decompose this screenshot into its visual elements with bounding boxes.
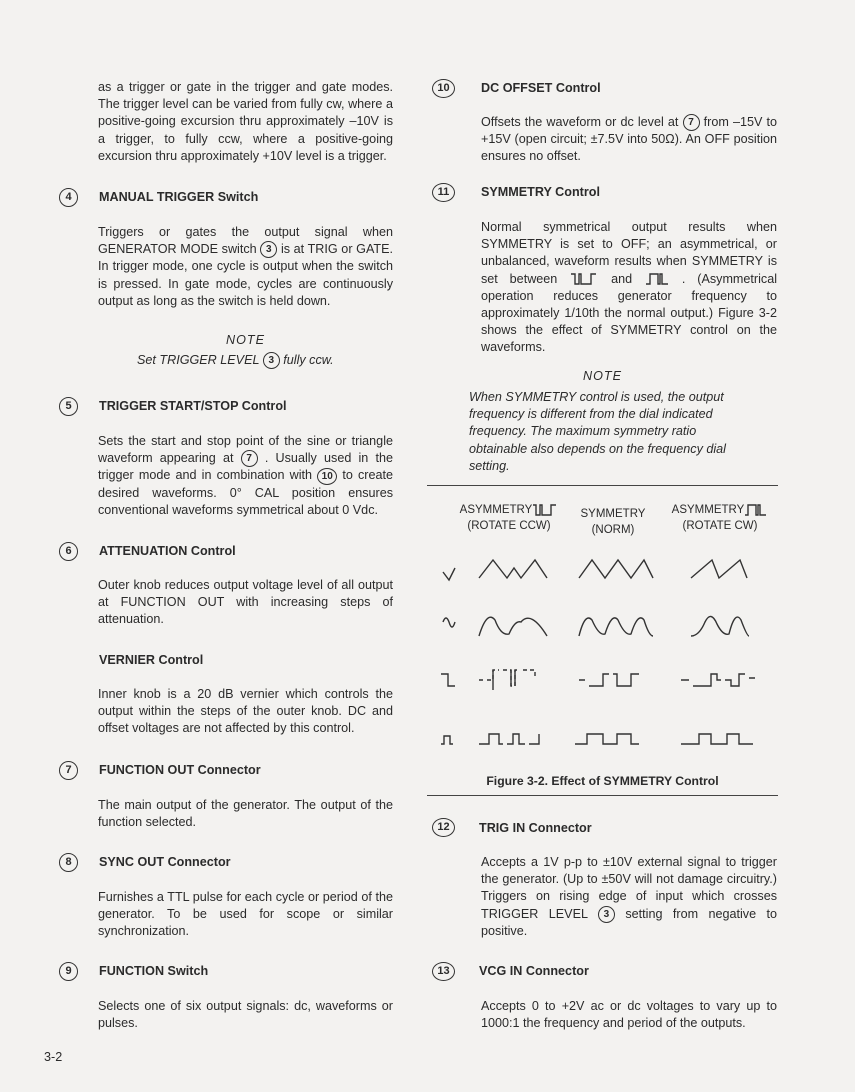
- figure-top-rule: [427, 485, 778, 486]
- vcg-in-body: Accepts 0 to +2V ac or dc voltages to vary up to 1000:1 the frequency and period of the outputs.: [481, 999, 777, 1031]
- callout-4-icon: 4: [59, 188, 78, 207]
- vernier-body: Inner knob is a 20 dB vernier which controls the output within the steps of the outer knob. DC and offset voltages are not affected by this control.: [98, 687, 393, 736]
- figure-col-ccw-header: ASYMMETRY (ROTATE CCW): [434, 502, 584, 534]
- vernier-heading: VERNIER Control: [99, 653, 204, 667]
- manual-trigger-heading: MANUAL TRIGGER Switch: [99, 190, 259, 204]
- square-symbol-icon: [441, 674, 455, 686]
- trigger-start-stop-body: Sets the start and stop point of the sine or triangle waveform appearing at 7 . Usually used in the trigger mode and in combination with 10 to create desired waveforms. 0° CAL position ensures conventional waveforms symmetrical about 0 Vdc.: [98, 434, 394, 517]
- ref-7-icon: 7: [241, 450, 258, 467]
- sine-norm-wave: [579, 618, 653, 636]
- trig-in-body: Accepts a 1V p-p to ±10V external signal to trigger the generator. (Up to ±50V will not damage circuitry.) Triggers on rising edge of input which crosses TRIGGER LEVEL 3 setting from negative to positive.: [481, 855, 778, 938]
- note-title-left: NOTE: [226, 333, 265, 347]
- figure-col-norm-header: SYMMETRY (NORM): [580, 508, 646, 536]
- symmetry-body: Normal symmetrical output results when SYMMETRY is set to OFF; an asymmetrical, or unbalanced, waveform results when SYMMETRY is set between and . (Asymmetrical operation reduces generator frequency to approximately 1/10th the normal output.) Figure 3-2 shows the effect of SYMMETRY control on the waveforms.: [481, 220, 778, 355]
- callout-6-icon: 6: [59, 542, 78, 561]
- callout-10-icon: 10: [432, 79, 455, 98]
- asym-ccw-symbol-icon: [569, 272, 599, 286]
- triangle-ccw-wave: [479, 560, 547, 578]
- ref-3-icon: 3: [260, 241, 277, 258]
- page-number: 3-2: [44, 1050, 63, 1064]
- ref-7-icon: 7: [683, 114, 700, 131]
- pulse-cw-wave: [681, 734, 753, 744]
- square-ccw-wave: [479, 670, 535, 686]
- figure-caption: Figure 3-2. Effect of SYMMETRY Control: [486, 774, 719, 788]
- asym-cw-symbol-icon: [644, 272, 670, 286]
- square-cw-wave: [681, 674, 755, 686]
- square-ccw-wave-solid: [493, 670, 515, 690]
- callout-13-icon: 13: [432, 962, 455, 981]
- note-body-left: Set TRIGGER LEVEL 3 fully ccw.: [137, 352, 397, 369]
- pulse-ccw-wave: [479, 734, 539, 744]
- pulse-norm-wave: [575, 734, 639, 744]
- triangle-norm-wave: [579, 560, 653, 578]
- figure-col-cw-header: ASYMMETRY (ROTATE CW): [645, 502, 795, 534]
- callout-5-icon: 5: [59, 397, 78, 416]
- dc-offset-body: Offsets the waveform or dc level at 7 from –15V to +15V (open circuit; ±7.5V into 50Ω). An OFF position ensures no offset.: [481, 115, 778, 164]
- callout-8-icon: 8: [59, 853, 78, 872]
- note-body-right: When SYMMETRY control is used, the output frequency is different from the dial indicated frequency. The maximum symmetry ratio obtainable also depends on the frequency dial setting.: [469, 390, 726, 473]
- callout-9-icon: 9: [59, 962, 78, 981]
- sync-out-body: Furnishes a TTL pulse for each cycle or period of the generator. To be used for scope or similar synchronization.: [98, 890, 393, 939]
- ref-3-icon: 3: [263, 352, 280, 369]
- function-out-body: The main output of the generator. The output of the function selected.: [98, 798, 393, 830]
- vcg-in-heading: VCG IN Connector: [479, 964, 589, 978]
- trigger-start-stop-heading: TRIGGER START/STOP Control: [99, 399, 287, 413]
- manual-trigger-body: Triggers or gates the output signal when GENERATOR MODE switch 3 is at TRIG or GATE. In trigger mode, one cycle is output when the switch is pressed. In gate mode, cycles are continuously output as long as the switch is held down.: [98, 225, 393, 308]
- function-switch-heading: FUNCTION Switch: [99, 964, 209, 978]
- function-out-heading: FUNCTION OUT Connector: [99, 763, 261, 777]
- sync-out-heading: SYNC OUT Connector: [99, 855, 231, 869]
- asym-cw-header-icon: [744, 503, 768, 517]
- ref-10-icon: 10: [317, 468, 337, 485]
- figure-bottom-rule: [427, 795, 778, 796]
- square-norm-wave: [579, 674, 639, 686]
- pulse-symbol-icon: [441, 736, 453, 744]
- symmetry-waveforms-figure: [427, 550, 778, 755]
- function-switch-body: Selects one of six output signals: dc, waveforms or pulses.: [98, 999, 393, 1031]
- sine-symbol-icon: [443, 618, 455, 627]
- callout-12-icon: 12: [432, 818, 455, 837]
- ref-3-icon: 3: [598, 906, 615, 923]
- dc-offset-heading: DC OFFSET Control: [481, 81, 601, 95]
- callout-11-icon: 11: [432, 183, 455, 202]
- trig-in-heading: TRIG IN Connector: [479, 821, 592, 835]
- intro-paragraph: as a trigger or gate in the trigger and gate modes. The trigger level can be varied from fully cw, where a positive-going excursion thru approximately –10V is a trigger, to fully ccw, where a positive-going excursion thru approximately +10V level is a trigger.: [98, 80, 393, 163]
- sine-ccw-wave: [479, 617, 547, 636]
- attenuation-heading: ATTENUATION Control: [99, 544, 236, 558]
- symmetry-heading: SYMMETRY Control: [481, 185, 600, 199]
- triangle-cw-wave: [691, 560, 747, 578]
- callout-7-icon: 7: [59, 761, 78, 780]
- attenuation-body: Outer knob reduces output voltage level of all output at FUNCTION OUT with increasing steps of attenuation.: [98, 578, 393, 627]
- triangle-symbol-icon: [443, 568, 455, 580]
- sine-cw-wave: [691, 616, 749, 636]
- note-title-right: NOTE: [583, 369, 622, 383]
